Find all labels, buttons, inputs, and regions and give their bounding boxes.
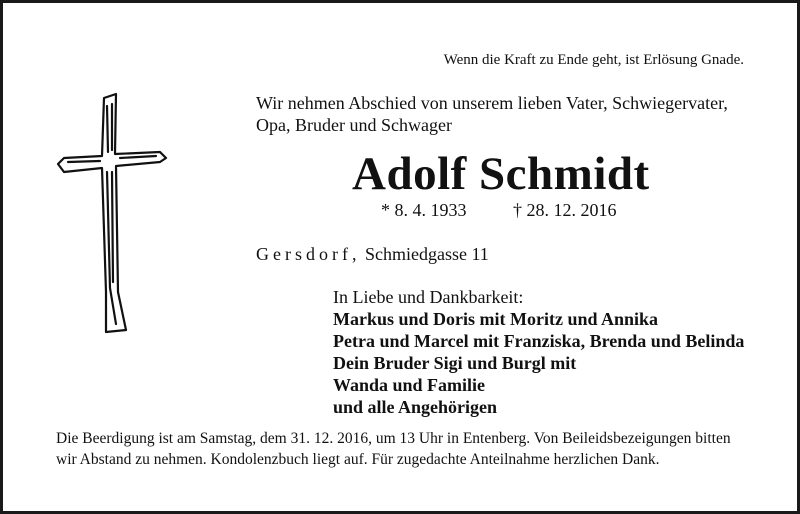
birth-date: * 8. 4. 1933 — [381, 200, 467, 220]
mourner-line: Markus und Doris mit Moritz und Annika — [333, 309, 659, 329]
thanks-intro: In Liebe und Dankbarkeit: — [333, 287, 524, 307]
address — [256, 244, 489, 265]
address-town: Gersdorf, — [256, 244, 361, 264]
death-date: † 28. 12. 2016 — [513, 200, 617, 220]
deceased-name: Adolf Schmidt — [352, 148, 650, 200]
footer-line: wir Abstand zu nehmen. Kondolenzbuch liegt auf. Für zugedachte Anteilnahme herzlichen Dank. — [56, 451, 660, 468]
intro-line: Wir nehmen Abschied von unserem lieben Vater, Schwiegervater, — [256, 93, 728, 113]
mourner-line: und alle Angehörigen — [333, 397, 498, 417]
funeral-notice — [56, 428, 731, 470]
mourners-block — [333, 286, 744, 418]
intro-line: Opa, Bruder und Schwager — [256, 115, 452, 135]
mourner-line: Wanda und Familie — [333, 375, 486, 395]
mourner-line: Petra und Marcel mit Franziska, Brenda und Belinda — [333, 331, 745, 351]
intro-text — [256, 92, 728, 136]
address-street: Schmiedgasse 11 — [360, 244, 489, 264]
footer-line: Die Beerdigung ist am Samstag, dem 31. 12. 2016, um 13 Uhr in Entenberg. Von Beileidsbezeigungen bitten — [56, 430, 731, 447]
motto: Wenn die Kraft zu Ende geht, ist Erlösung Gnade. — [443, 52, 744, 68]
mourner-line: Dein Bruder Sigi und Burgl mit — [333, 353, 577, 373]
cross-icon — [56, 92, 168, 334]
